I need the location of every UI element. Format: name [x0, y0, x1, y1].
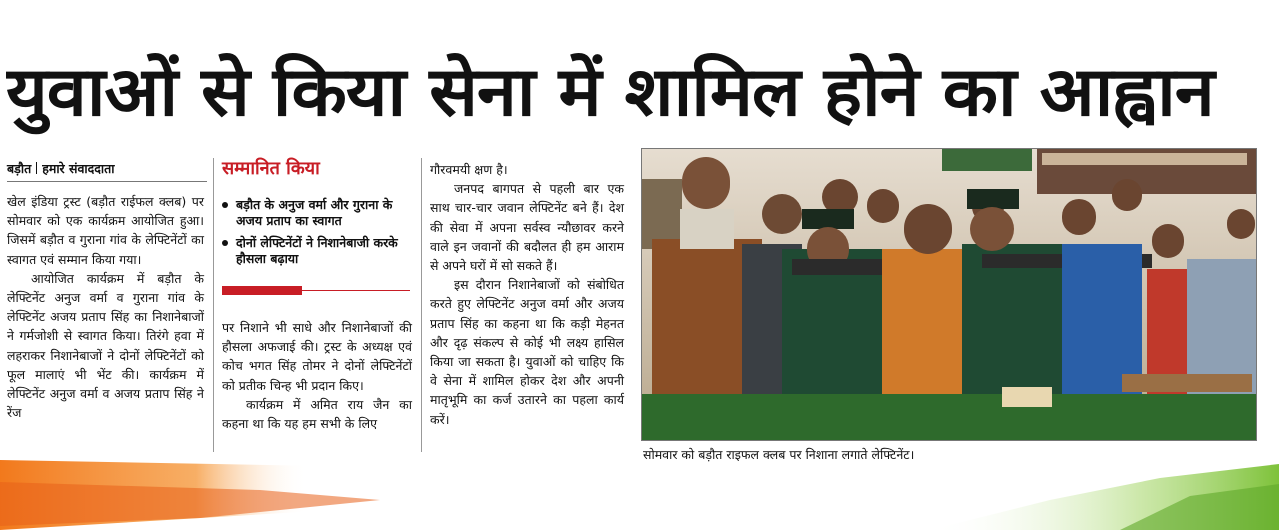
head: [970, 207, 1014, 251]
wall-frame: [642, 179, 682, 249]
wall-poster: [942, 149, 1032, 171]
column-divider: [213, 158, 214, 452]
tricolor-brush-band: [0, 460, 1279, 530]
paragraph: कार्यक्रम में अमित राय जैन का कहना था कि यह हम सभी के लिए: [222, 396, 412, 432]
banner-strip: [1042, 153, 1247, 165]
article-column-2: [222, 318, 412, 433]
shirt-collar: [680, 209, 734, 249]
head: [1112, 179, 1142, 211]
sidebar-list: [222, 197, 414, 273]
paragraph: आयोजित कार्यक्रम में बड़ौत के लेफ्टिनेंट अनुज वर्मा व गुराना गांव के लेफ्टिनेंट अजय प्रताप सिंह का निशानेबाजों ने गर्मजोशी से स्वागत किया। तिरंगे हवा में लहराकर निशानेबाजों ने दोनों लेफ्टिनेंटों को फूल मालाएं भी भेंट की। कार्यक्रम में लेफ्टिनेंट अनुज वर्मा व अजय प्रताप सिंह ने रेंज: [7, 270, 204, 421]
army-cap: [967, 189, 1019, 209]
byline-rule: [7, 181, 207, 182]
photo-illustration: [642, 149, 1256, 440]
list-item: [222, 197, 414, 229]
sidebar-item-text: बड़ौत के अनुज वर्मा और गुराना के अजय प्रताप का स्वागत: [236, 197, 393, 228]
sidebar-accent-rule: [302, 290, 410, 291]
army-cap: [802, 209, 854, 229]
bullet-icon: [222, 240, 228, 246]
sidebar-item-text: दोनों लेफ्टिनेंटों ने निशानेबाजी करके हौसला बढ़ाया: [236, 235, 398, 266]
shooting-table: [642, 394, 1256, 440]
article-column-3: [430, 160, 624, 429]
paragraph: पर निशाने भी साधे और निशानेबाजों की हौसला अफजाई की। ट्रस्ट के अध्यक्ष एवं कोच भगत सिंह तोमर ने दोनों लेफ्टिनेंटों को प्रतीक चिन्ह भी प्रदान किए।: [222, 320, 412, 393]
head: [867, 189, 899, 223]
bullet-icon: [222, 202, 228, 208]
sidebar-accent-bar: [222, 286, 302, 295]
byline-place: बड़ौत: [7, 161, 32, 176]
paragraph: गौरवमयी क्षण है।: [430, 162, 508, 177]
head: [1062, 199, 1096, 235]
column-divider: [421, 158, 422, 452]
news-photo: [641, 148, 1257, 441]
head: [762, 194, 802, 234]
paragraph: खेल इंडिया ट्रस्ट (बड़ौत राईफल क्लब) पर सोमवार को एक कार्यक्रम आयोजित हुआ। जिसमें बड़ौत व गुराना गांव के लेफ्टिनेंटों का स्वागत एवं सम्मान किया गया।: [7, 194, 204, 267]
byline: [7, 160, 115, 177]
rifle-on-table: [1122, 374, 1252, 392]
byline-reporter: हमारे संवाददाता: [42, 161, 115, 176]
sidebar-title: सम्मानित किया: [222, 158, 320, 179]
list-item: [222, 235, 414, 267]
head: [1227, 209, 1255, 239]
target-box: [1002, 387, 1052, 407]
article-column-1: [7, 192, 204, 422]
headline: युवाओं से किया सेना में शामिल होने का आह्वान: [6, 53, 1214, 132]
paragraph: इस दौरान निशानेबाजों को संबोधित करते हुए लेफ्टिनेंट अनुज वर्मा और अजय प्रताप सिंह का कहना था कि कड़ी मेहनत और दृढ़ संकल्प से कोई भी लक्ष्य हासिल किया जा सकता है। युवाओं को चाहिए कि वे सेना में शामिल होकर देश और अपनी मातृभूमि का कर्ज उतारने का पहला कार्य करें।: [430, 277, 624, 427]
head: [1152, 224, 1184, 258]
byline-separator: [36, 162, 37, 174]
head: [682, 157, 730, 209]
head: [904, 204, 952, 254]
photo-caption: सोमवार को बड़ौत राइफल क्लब पर निशाना लगाते लेफ्टिनेंट।: [643, 447, 915, 462]
paragraph: जनपद बागपत से पहली बार एक साथ चार-चार जवान लेफ्टिनेंट बने हैं। देश की सेवा में अपना सर्वस्व न्यौछावर करने वाले इन जवानों की बदौलत ही हम आराम से अपने घरों में सो सकते हैं।: [430, 181, 624, 274]
